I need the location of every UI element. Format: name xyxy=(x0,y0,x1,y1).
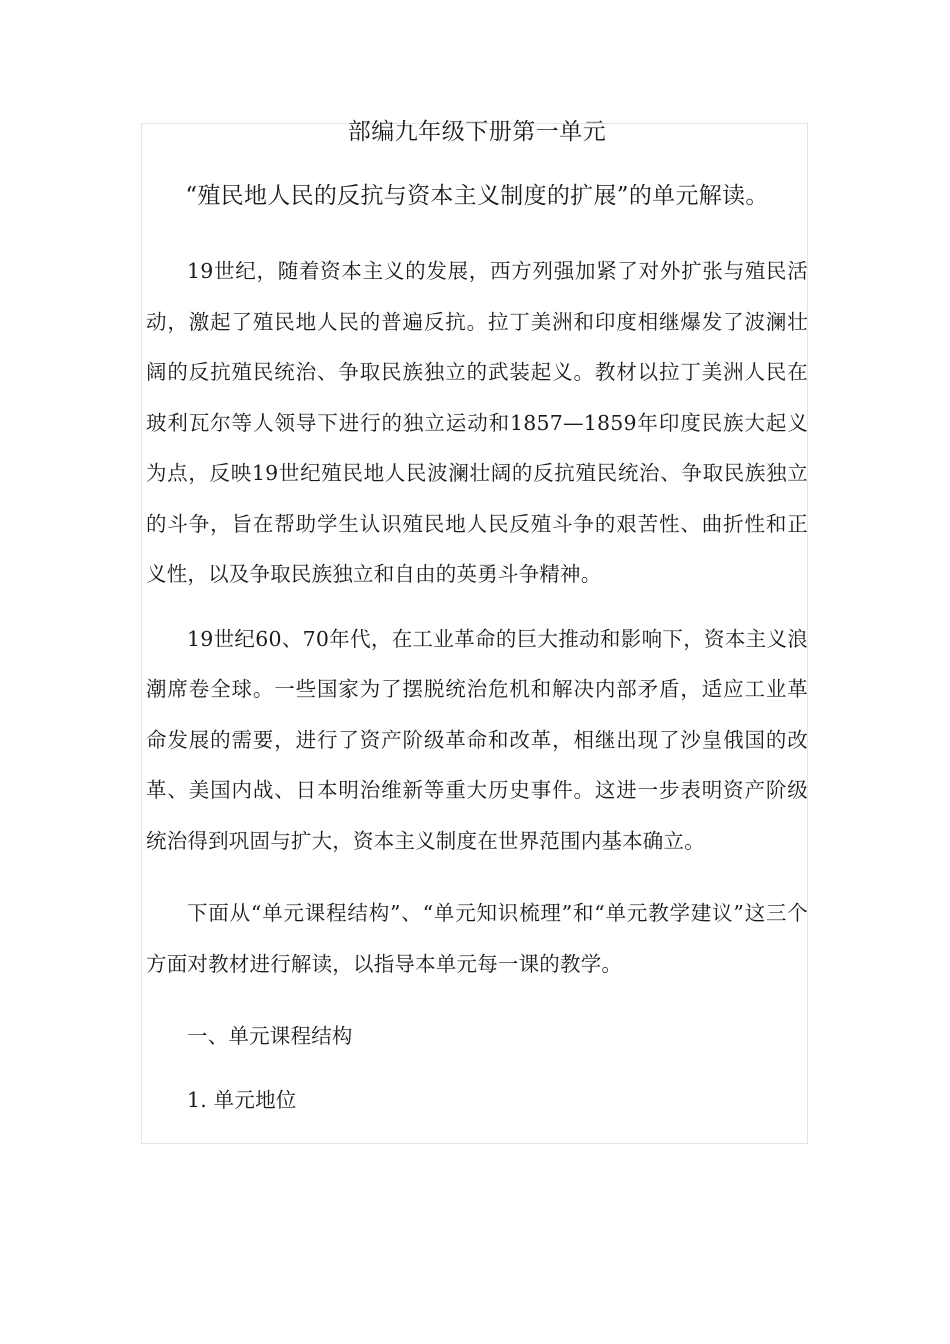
subsection-heading: 1. 单元地位 xyxy=(187,1088,297,1112)
paragraph-colonial-resistance: 19世纪，随着资本主义的发展，西方列强加紧了对外扩张与殖民活动，激起了殖民地人民的普遍反抗。拉丁美洲和印度相继爆发了波澜壮阔的反抗殖民统治、争取民族独立的武装起义。教材以拉丁美洲人民在玻利瓦尔等人领导下进行的独立运动和1857—1859年印度民族大起义为点，反映19世纪殖民地人民波澜壮阔的反抗殖民统治、争取民族独立的斗争，旨在帮助学生认识殖民地人民反殖斗争的艰苦性、曲折性和正义性，以及争取民族独立和自由的英勇斗争精神。 xyxy=(146,259,808,586)
document-title: 部编九年级下册第一单元 xyxy=(347,119,607,145)
paragraph-reading-overview: 下面从“单元课程结构”、“单元知识梳理”和“单元教学建议”这三个方面对教材进行解读，以指导本单元每一课的教学。 xyxy=(146,901,808,976)
document-body xyxy=(146,110,808,1125)
document-subtitle: “殖民地人民的反抗与资本主义制度的扩展”的单元解读。 xyxy=(185,183,769,209)
paragraph-capitalism-expansion: 19世纪60、70年代，在工业革命的巨大推动和影响下，资本主义浪潮席卷全球。一些国家为了摆脱统治危机和解决内部矛盾，适应工业革命发展的需要，进行了资产阶级革命和改革，相继出现了沙皇俄国的改革、美国内战、日本明治维新等重大历史事件。这进一步表明资产阶级统治得到巩固与扩大，资本主义制度在世界范围内基本确立。 xyxy=(146,626,808,853)
section-heading: 一、单元课程结构 xyxy=(187,1024,353,1048)
